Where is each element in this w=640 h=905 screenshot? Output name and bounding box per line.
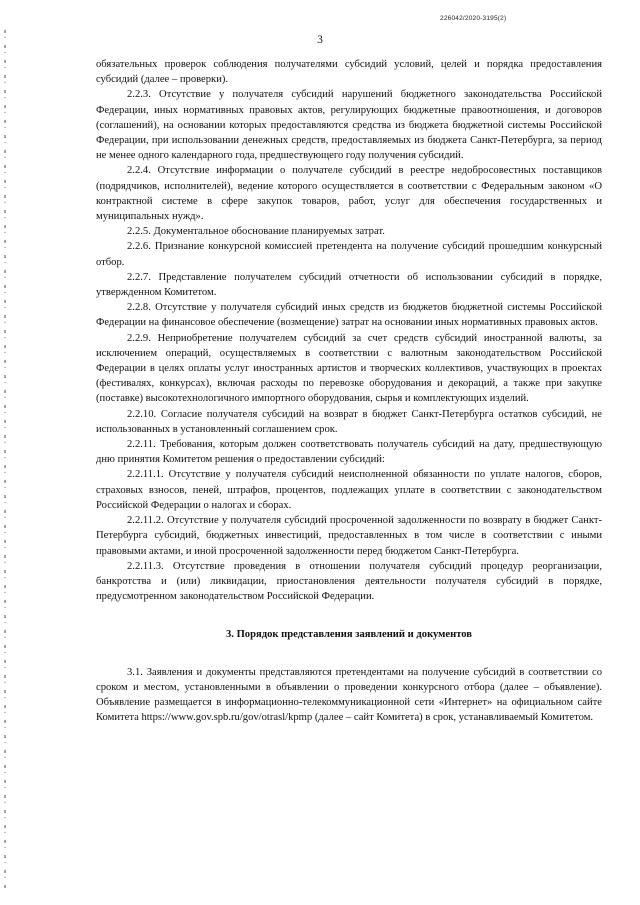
paragraph: 2.2.10. Согласие получателя субсидий на возврат в бюджет Санкт-Петербурга остатков субсидий, не использованных в установленный соглашением срок. [96, 408, 602, 435]
paragraph: 2.2.4. Отсутствие информации о получателе субсидий в реестре недобросовестных поставщиков (подрядчиков, исполнителей), ведение которого осуществляется в соответствии с Федеральным законом «О контрактной системе в сфере закупок товаров, работ, услуг для обеспечения государственных и муниципальных нужд». [96, 165, 602, 223]
paragraph: 2.2.11.3. Отсутствие проведения в отношении получателя субсидий процедур реорганизации, банкротства и (или) ликвидации, приостановления деятельности получателя субсидий в порядке, предусмотренном законодательством Российской Федерации. [96, 560, 602, 603]
paragraph: 3.1. Заявления и документы представляются претендентами на получение субсидий в соответствии со сроком и местом, установленными в объявлении о проведении конкурсного отбора (далее – объявление). Объявление размещается в информационно-телекоммуникационной сети «Интернет» на официальном сайте Комитета https://www.gov.spb.ru/gov/otrasl/kpmp (далее – сайт Комитета) в срок, устанавливаемый Комитетом. [96, 666, 602, 724]
scan-edge-marks [4, 30, 6, 890]
paragraph: 2.2.3. Отсутствие у получателя субсидий нарушений бюджетного законодательства Российской Федерации, иных нормативных правовых актов, регулирующих бюджетные правоотношения, и договоров (соглашений), на основании которых предоставляются средства из бюджета бюджетной системы Российской Федерации, при использовании денежных средств, предоставляемых из бюджета Санкт-Петербурга, за период не менее одного календарного года, предшествующего году получения субсидий. [96, 89, 602, 162]
document-id: 226042/2020-3195(2) [440, 15, 507, 22]
paragraph: 2.2.11. Требования, которым должен соответствовать получатель субсидий на дату, предшествующую дню принятия Комитетом решения о предоставлении субсидий: [96, 439, 602, 466]
page-number: 3 [317, 34, 323, 46]
paragraph: 2.2.7. Представление получателем субсидий отчетности об использовании субсидий в порядке, утвержденном Комитетом. [96, 271, 602, 299]
paragraph: 2.2.6. Признание конкурсной комиссией претендента на получение субсидий прошедшим конкурсный отбор. [96, 241, 602, 268]
document-body [96, 57, 602, 725]
paragraph: 2.2.5. Документальное обоснование планируемых затрат. [127, 226, 385, 238]
paragraph: 2.2.11.2. Отсутствие у получателя субсидий просроченной задолженности по возврату в бюджет Санкт-Петербурга субсидий, бюджетных инвестиций, предоставленных в том числе в соответствии с иными правовыми актами, и иной просроченной задолженности перед бюджетом Санкт-Петербурга. [96, 515, 602, 557]
paragraph: 2.2.11.1. Отсутствие у получателя субсидий неисполненной обязанности по уплате налогов, сборов, страховых взносов, пеней, штрафов, процентов, подлежащих уплате в соответствии с законодательством Российской Федерации о налогах и сборах. [96, 469, 602, 511]
paragraph: 2.2.9. Неприобретение получателем субсидий за счет средств субсидий иностранной валюты, за исключением операций, осуществляемых в соответствии с валютным законодательством Российской Федерации в целях оплаты услуг иностранных артистов и творческих коллективов, участвующих в проектах (фестивалях, конкурсах), включая расходы по перевозке оборудования и декораций, а также при закупке (поставке) высокотехнологичного импортного оборудования, сырья и комплектующих изделий. [96, 332, 602, 405]
section-heading: 3. Порядок представления заявлений и документов [225, 629, 473, 641]
paragraph: обязательных проверок соблюдения получателями субсидий условий, целей и порядка предоставления субсидий (далее – проверки). [96, 59, 602, 86]
paragraph: 2.2.8. Отсутствие у получателя субсидий иных средств из бюджетов бюджетной системы Российской Федерации на финансовое обеспечение (возмещение) затрат на основании иных нормативных правовых актов. [96, 302, 602, 329]
